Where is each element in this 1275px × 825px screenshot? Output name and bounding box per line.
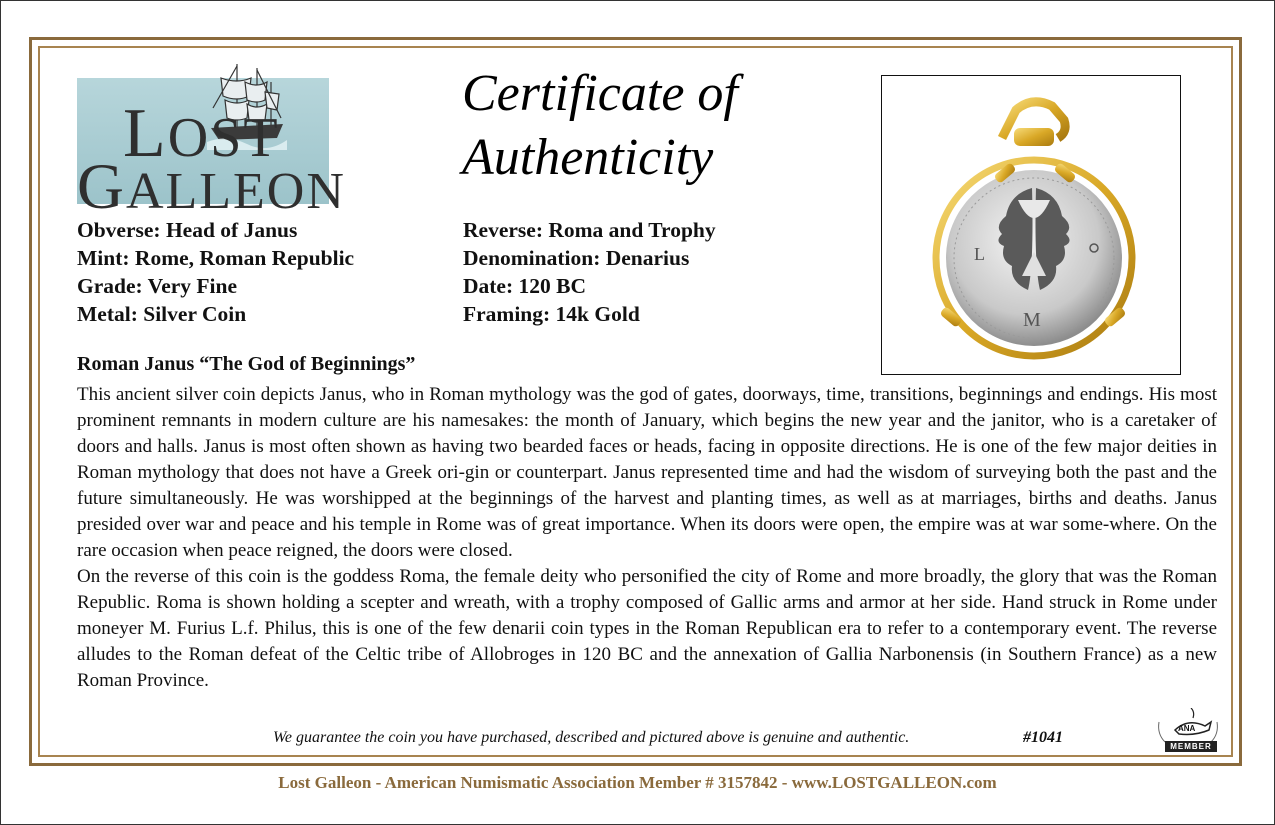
spec-date: Date: 120 BC — [463, 274, 587, 298]
spec-framing: Framing: 14k Gold — [463, 302, 640, 326]
logo-text: OST — [167, 107, 280, 169]
spec-obverse: Obverse: Head of Janus — [77, 218, 298, 242]
logo-initial: G — [77, 151, 126, 223]
description-paragraph-2: On the reverse of this coin is the goddess Roma, the female deity who personified the city of Rome and more broadly, the glory that was the Roman Republic. Roma is shown holding a scepter and wreath, with a trophy composed of Gallic arms and armor at her side. Hand struck in Rome under moneyer M. Furius L.f. Philus, this is one of the few denarii coin types in the Roman Republican era to refer to a contemporary event. The reverse alludes to the Roman defeat of the Celtic tribe of Allobroges in 120 BC and the annexation of Gallia Narbonensis (in Southern France) as a new Roman Province. — [77, 566, 1217, 691]
description-body — [77, 382, 1217, 694]
spec-reverse: Reverse: Roma and Trophy — [463, 218, 716, 242]
description-heading: Roman Janus “The God of Beginnings” — [77, 353, 416, 375]
ana-label: ANA — [1178, 724, 1196, 733]
coin-specs-left — [77, 216, 354, 328]
svg-text:L: L — [974, 244, 985, 264]
spec-mint: Mint: Rome, Roman Republic — [77, 246, 355, 270]
certificate-number: #1041 — [1023, 729, 1063, 746]
coin-photo-frame — [881, 75, 1181, 375]
description-paragraph-1: This ancient silver coin depicts Janus, who in Roman mythology was the god of gates, doorways, time, transitions, beginnings and endings. His most prominent remnants in modern culture are his namesakes: the month of January, which begins the new year and the janitor, who is a caretaker of doors and halls. Janus is most often shown as having two bearded faces or heads, facing in opposite directions. He is one of the few major deities in Roman mythology that does not have a Greek ori-gin or counterpart. Janus represented time and had the wisdom of surveying both the past and the future simultaneously. He was worshipped at the beginnings of the harvest and planting times, as well as at marriages, births and deaths. Janus presided over war and peace and his temple in Rome was of great importance. When its doors were open, the empire was at war some-where. On the rare occasion when peace reigned, the doors were closed. — [77, 384, 1217, 561]
janus-coin-pendant-image — [882, 76, 1180, 374]
certificate-title-line2: Authenticity — [462, 129, 714, 186]
footer-contact: Lost Galleon - American Numismatic Association Member # 3157842 - www.LOSTGALLEON.com — [278, 773, 997, 792]
logo-text: ALLEON — [125, 163, 346, 220]
spec-denomination: Denomination: Denarius — [463, 246, 690, 270]
logo-word-galleon — [77, 150, 346, 225]
spec-metal: Metal: Silver Coin — [77, 302, 247, 326]
guarantee-statement: We guarantee the coin you have purchased, described and pictured above is genuine and authentic. — [273, 729, 910, 746]
spec-grade: Grade: Very Fine — [77, 274, 238, 298]
certificate-title — [462, 62, 822, 190]
ana-member-label: MEMBER — [1165, 741, 1217, 752]
svg-text:M: M — [1023, 309, 1041, 331]
lost-galleon-logo — [77, 58, 346, 223]
certificate-title-line1: Certificate of — [462, 65, 738, 122]
coin-specs-right — [463, 216, 716, 328]
logo-initial: L — [123, 95, 168, 172]
